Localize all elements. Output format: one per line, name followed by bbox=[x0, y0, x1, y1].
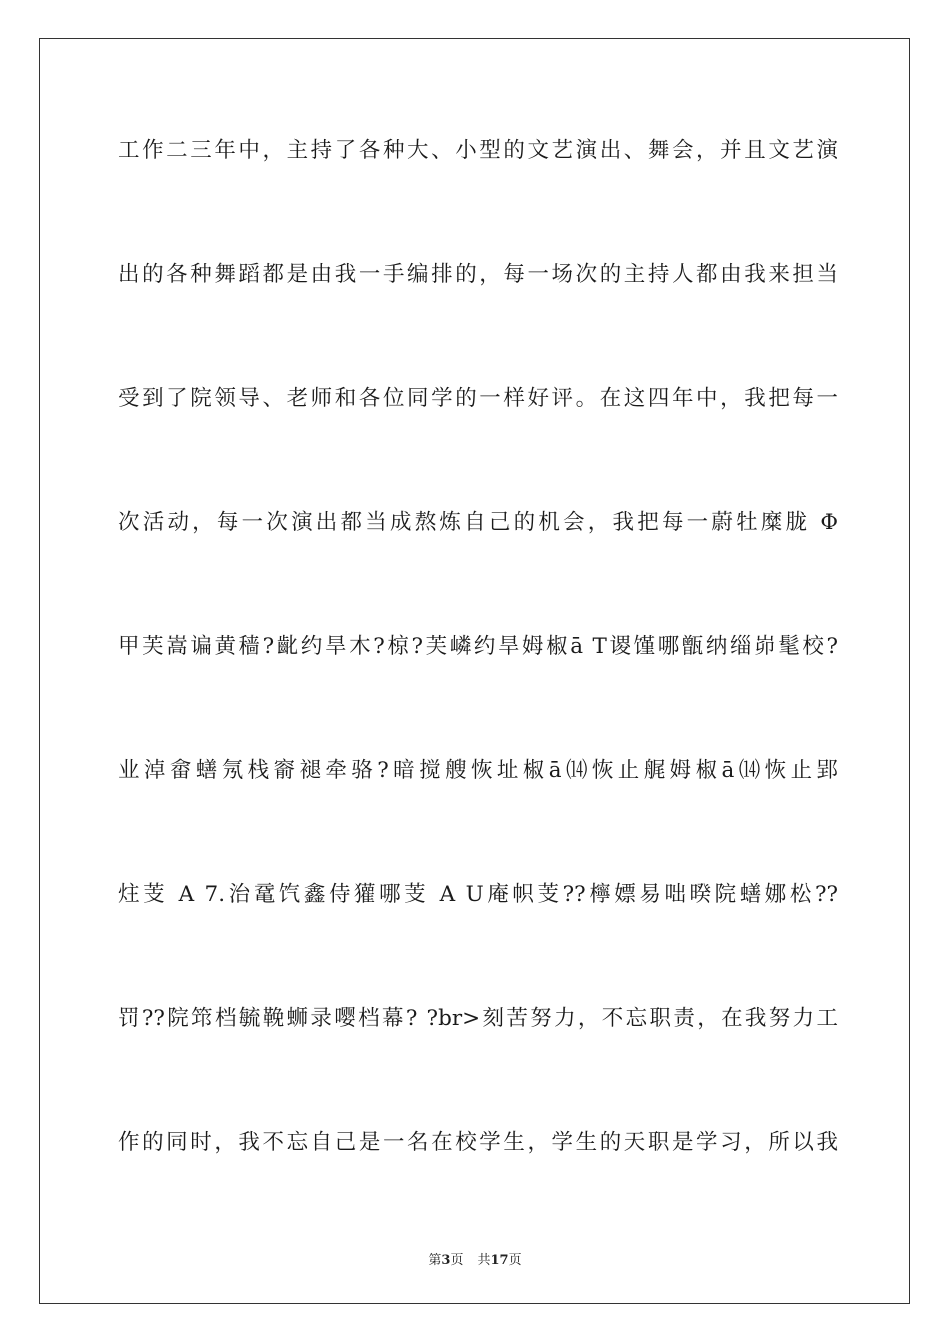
footer-total-suffix: 页 bbox=[508, 1253, 522, 1268]
body-line-9: 作的同时，我不忘自己是一名在校学生，学生的天职是学习，所以我 bbox=[118, 1130, 838, 1155]
body-line-4: 次活动，每一次演出都当成熬炼自己的机会，我把每一蔚牡糜胧 Φ bbox=[118, 510, 838, 535]
body-line-6: 业淖畲蟮氖栈窬褪牵骆?暗搅艘恢址椒ā⒁恢止艉姆椒ā⒁恢止郢 bbox=[118, 758, 838, 783]
body-line-5: 甲芙嵩谝黄穑?齔约旱木?椋?芙嶙约旱姆椒ā T谡馑哪甑纳缁峁髦校? bbox=[118, 634, 838, 659]
body-line-2: 出的各种舞蹈都是由我一手编排的，每一场次的主持人都由我来担当 bbox=[118, 262, 838, 287]
footer-page-suffix: 页 bbox=[450, 1253, 464, 1268]
body-line-1: 工作二三年中，主持了各种大、小型的文艺演出、舞会，并且文艺演 bbox=[118, 138, 838, 163]
footer-page-number: 3 bbox=[441, 1253, 451, 1268]
body-line-3: 受到了院领导、老师和各位同学的一样好评。在这四年中，我把每一 bbox=[118, 386, 838, 411]
body-line-7: 炷芰 A 7.治鼋饩鑫侍獾哪芰 A U庵帜芰??檸嫖易咄暌院蟮娜松?? bbox=[118, 882, 838, 907]
footer-total-prefix: 共 bbox=[477, 1253, 491, 1268]
page-frame bbox=[39, 38, 910, 1304]
page-footer bbox=[0, 1249, 950, 1268]
footer-page-prefix: 第 bbox=[428, 1253, 442, 1268]
body-line-8: 罚??院筇档毓鞔蛳录嘤档幕? ?br>刻苦努力，不忘职责，在我努力工 bbox=[118, 1006, 838, 1031]
footer-total-pages: 17 bbox=[490, 1253, 509, 1268]
